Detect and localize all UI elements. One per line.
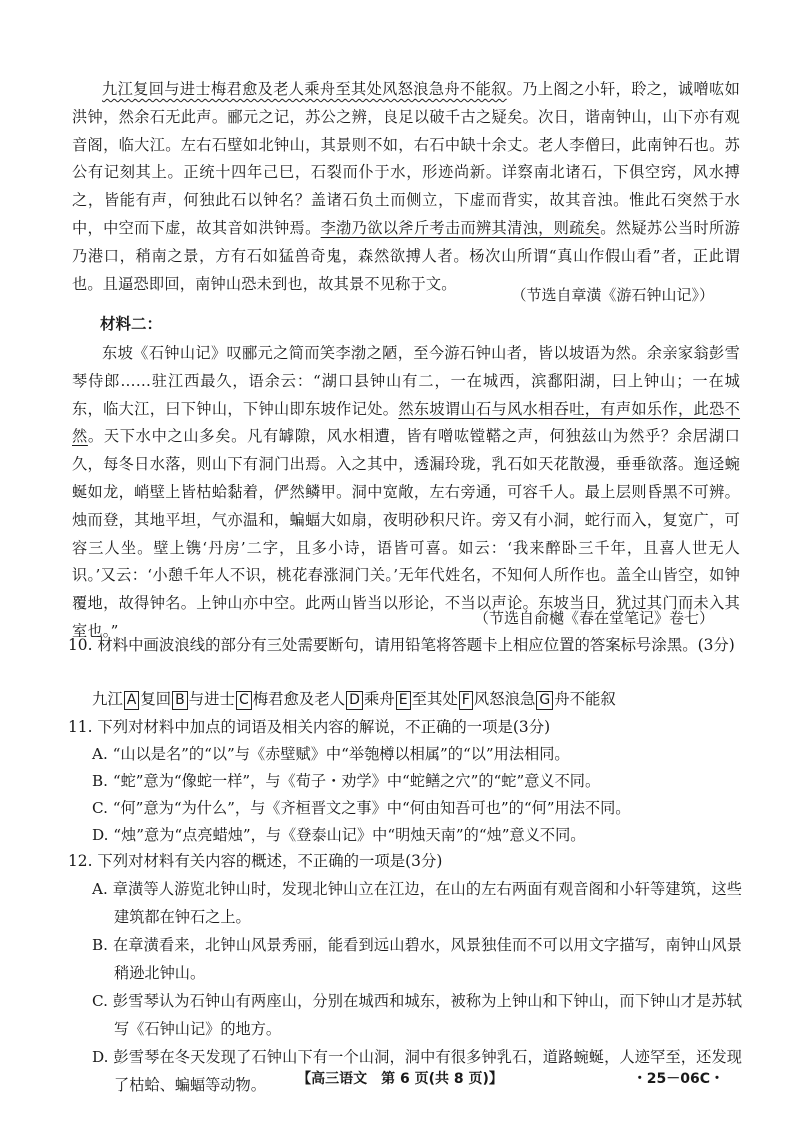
segment: 与进士 [188,690,235,708]
question-12-stem: 12. 下列对材料有关内容的概述，不正确的一项是(3分) [68,852,443,870]
material2-heading: 材料二： [100,315,163,333]
segment: 九江 [92,690,123,708]
answer-box-b[interactable]: B [172,691,188,710]
answer-box-c[interactable]: C [236,691,252,710]
underlined-sentence-2: 然东坡谓山石与风水相吞吐，有声如乐作，此恐不然 [72,399,741,446]
passage1-source: （节选自章潢《游石钟山记》） [511,286,714,304]
q11-option-c[interactable]: C. “何”意为“为什么”，与《齐桓晋文之事》中“何由知吾可也”的“何”用法不同。 [92,799,631,817]
segment: 舟不能叙 [554,690,616,708]
passage1-text-end: 。然疑苏公当时所游乃港口，稍南之景，方有石如猛兽奇鬼，森然欲搏人者。杨次山所谓“真山作假山看”者，正此谓也。且逼恐即回，南钟山恐未到也，故其景不见称于文。 [72,218,740,293]
q12-option-c[interactable]: C. 彭雪琴认为石钟山有两座山，分别在城西和城东，被称为上钟山和下钟山，而下钟山才是苏轼写《石钟山记》的地方。 [92,992,742,1038]
answer-box-f[interactable]: F [459,691,473,710]
q11-option-a[interactable]: A. “山以是名”的“以”与《赤壁赋》中“举匏樽以相属”的“以”用法相同。 [92,745,570,763]
q11-option-d[interactable]: D. “烛”意为“点亮蜡烛”，与《登泰山记》中“明烛天南”的“烛”意义不同。 [92,826,586,844]
q12-option-d[interactable]: D. 彭雪琴在冬天发现了石钟山下有一个山洞，洞中有很多钟乳石，道路蜿蜒，人迹罕至，还发现了枯蛤、蝙蝠等动物。 [92,1048,742,1094]
answer-box-a[interactable]: A [124,691,140,710]
answer-box-d[interactable]: D [346,691,363,710]
q10-segment-line [92,686,616,712]
segment: 梅君愈及老人 [252,690,346,708]
segment: 至其处 [411,690,458,708]
question-10-stem: 10. 材料中画波浪线的部分有三处需要断句，请用铅笔将答题卡上相应位置的答案标号涂黑。(3分) [68,636,735,654]
passage2-source: （节选自俞樾《春在堂笔记》卷七） [473,609,714,627]
answer-box-e[interactable]: E [396,691,411,710]
segment: 乘舟 [363,690,395,708]
passage2-text-b: 。天下水中之山多矣。凡有罅隙，风水相遭，皆有噌吰镗鞳之声，何独兹山为然乎？余居湖口久，每冬日水落，则山下有洞门出焉。入之其中，透漏玲珑，乳石如天花散漫，垂垂欲落。迤迳蜿蜒如龙，峭壁上皆枯蛤黏着，俨然鳞甲。洞中宽敞，左右旁通，可容千人。最上层则昏黑不可辨。烛而登，其地平坦，气亦温和，蝙蝠大如扇，夜明砂积尺许。旁又有小洞，蛇行而入，复宽广，可容三人坐。壁上镌‘丹房’二字，且多小诗，语皆可喜。如云：‘我来醉卧三千年，且喜人世无人识。’又云：‘小憩千年人不识，桃花春涨洞门关。’无年代姓名，不知何人所作也。盖全山皆空，如钟覆地，故得钟名。上钟山亦中空。此两山皆当以形论，不当以声论。东坡当日，犹过其门而未入其室也。” [72,427,740,640]
passage2-paragraph [72,340,740,646]
question-11-stem: 11. 下列对材料中加点的词语及相关内容的解说，不正确的一项是(3分) [68,718,551,736]
q12-option-a[interactable]: A. 章潢等人游览北钟山时，发现北钟山立在江边，在山的左右两面有观音阁和小轩等建筑，这些建筑都在钟石之上。 [92,880,742,926]
q12-option-b[interactable]: B. 在章潢看来，北钟山风景秀丽，能看到远山碧水，风景独佳而不可以用文字描写，南钟山风景稍逊北钟山。 [92,936,742,982]
passage2-text-a: 东坡《石钟山记》叹郦元之简而笑李渤之陋，至今游石钟山者，皆以坡语为然。余亲家翁彭雪琴侍郎……驻江西最久，语余云：“湖口县钟山有二，一在城西，滨鄱阳湖，曰上钟山；一在城东，临大江，曰下钟山，下钟山即东坡作记处。 [72,344,740,418]
q11-option-b[interactable]: B. “蛇”意为“像蛇一样”，与《荀子・劝学》中“蛇鳝之穴”的“蛇”意义不同。 [92,772,601,790]
page-number: 【高三语文 第 6 页(共 8 页)】 [297,1071,503,1087]
exam-code: ・25－06C・ [632,1071,724,1087]
passage1-text: 。乃上阁之小轩，聆之，诚噌吰如洪钟，然余石无此声。郦元之记，苏公之辨，良足以破千古之疑矣。次日，谐南钟山，山下亦有观音阁，临大江。左右石壁如北钟山，其景则不如，右石中缺十余丈。老人李僧曰，此南钟石也。苏公有记刻其上。正统十四年己巳，石裂而仆于水，形迹尚新。详察南北诸石，下俱空窍，风水搏之，皆能有声，何独此石以钟名？盖诸石负土而侧立，下虚而背实，故其音浊。惟此石突然于水中，中空而下虚，故其音如洪钟焉。 [72,80,741,237]
wavy-underlined-text: 九江复回与进士梅君愈及老人乘舟至其处风怒浪急舟不能叙 [102,80,507,98]
passage1-paragraph [72,76,740,298]
underlined-sentence: 李渤乃欲以斧斤考击而辨其清浊，则疏矣 [320,218,601,237]
segment: 复回 [140,690,172,708]
segment: 风怒浪急 [473,690,536,708]
answer-box-g[interactable]: G [536,691,553,710]
